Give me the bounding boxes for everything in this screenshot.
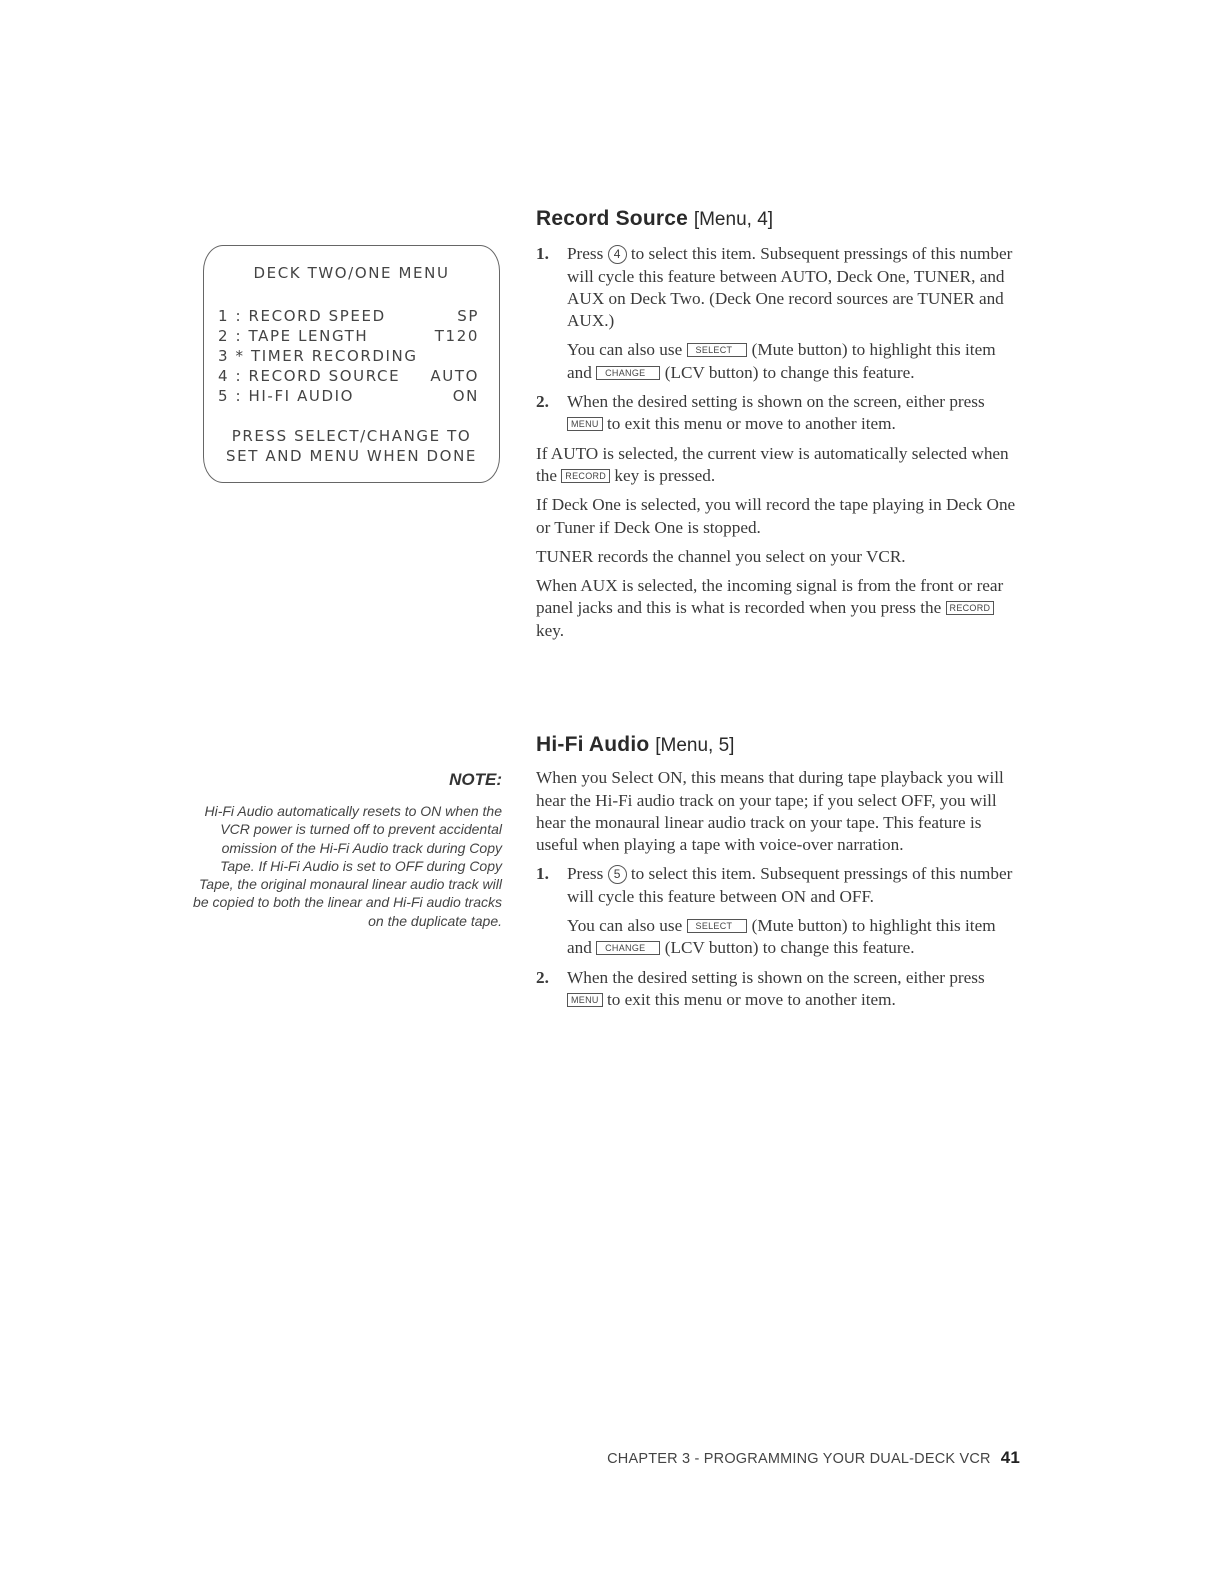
note-label: NOTE:: [449, 770, 502, 789]
chapter-title: CHAPTER 3 - PROGRAMMING YOUR DUAL-DECK VCR: [607, 1451, 991, 1467]
menu-row: [218, 346, 479, 366]
paragraph: [536, 575, 1018, 642]
step-text: When the desired setting is shown on the screen, either press: [567, 392, 985, 412]
menu-footer-line: SET AND MENU WHEN DONE: [226, 447, 477, 465]
menu-row: [218, 366, 479, 386]
menu-row: [218, 326, 479, 346]
step-text: You can also use: [567, 340, 683, 360]
step-number: 1.: [536, 244, 549, 264]
step-text: to exit this menu or move to another item.: [607, 989, 896, 1009]
menu-row-value: ON: [452, 387, 479, 405]
section-title: Hi-Fi Audio: [536, 733, 650, 756]
menu-row-label: 2 : TAPE LENGTH: [218, 327, 369, 345]
menu-row: [218, 306, 479, 326]
menu-key-icon: MENU: [567, 417, 603, 431]
menu-row: [218, 386, 479, 406]
menu-reference: [Menu, 5]: [655, 735, 735, 756]
step-text: (LCV button) to change this feature.: [664, 938, 915, 958]
menu-row-label: 3 * TIMER RECORDING: [218, 347, 418, 365]
step-number: 1.: [536, 864, 549, 884]
number-5-button-icon: 5: [608, 865, 627, 884]
record-key-icon: RECORD: [561, 469, 610, 483]
step-text: to select this item. Subsequent pressings of this number will cycle this feature between ON and OFF.: [567, 864, 1013, 906]
change-key-icon: CHANGE: [596, 366, 660, 380]
paragraph: When you Select ON, this means that during tape playback you will hear the Hi-Fi audio track on your tape; if you select OFF, you will hear the monaural linear audio track on your tape. This feature is useful when playing a tape with voice-over narration.: [536, 768, 1004, 855]
step-number: 2.: [536, 392, 549, 412]
menu-row-value: AUTO: [430, 367, 479, 385]
step-text: Press: [567, 864, 604, 884]
paragraph-text: When AUX is selected, the incoming signal is from the front or rear panel jacks and this is what is recorded when you press the: [536, 576, 1004, 618]
select-key-icon: SELECT: [687, 343, 748, 357]
section-title: Record Source: [536, 207, 688, 230]
step-text: to select this item. Subsequent pressings of this number will cycle this feature between AUTO, Deck One, TUNER, and AUX on Deck Two. (Deck One record sources are TUNER and AUX.): [567, 244, 1013, 331]
step-text: (LCV button) to change this feature.: [664, 362, 915, 382]
menu-row-label: 1 : RECORD SPEED: [218, 307, 386, 325]
step-text: (Mute button) to highlight this item and: [567, 916, 996, 958]
menu-footer: [204, 426, 499, 466]
menu-row-value: SP: [457, 307, 479, 325]
step-2: [536, 391, 1018, 436]
menu-row-label: 5 : HI-FI AUDIO: [218, 387, 355, 405]
paragraph: [536, 443, 1018, 488]
page-footer: [607, 1448, 1020, 1468]
paragraph: If Deck One is selected, you will record the tape playing in Deck One or Tuner if Deck One is stopped.: [536, 495, 1016, 537]
step-text: to exit this menu or move to another item.: [607, 414, 896, 434]
step-text: Press: [567, 244, 604, 264]
menu-row-value: T120: [434, 327, 479, 345]
number-4-button-icon: 4: [608, 245, 627, 264]
paragraph: TUNER records the channel you select on your VCR.: [536, 546, 906, 566]
paragraph-text: key is pressed.: [614, 465, 716, 485]
on-screen-menu-box: [203, 245, 500, 483]
hifi-audio-heading: [536, 734, 1018, 757]
paragraph-text: If AUTO is selected, the current view is automatically selected when the: [536, 443, 1009, 485]
record-source-section: [536, 208, 1018, 642]
page-number: 41: [1000, 1448, 1020, 1467]
menu-reference: [Menu, 4]: [693, 209, 774, 230]
menu-key-icon: MENU: [567, 993, 603, 1007]
step-2: [536, 967, 1018, 1012]
step-text: (Mute button) to highlight this item and: [567, 340, 996, 382]
record-key-icon: RECORD: [946, 601, 995, 615]
menu-footer-line: PRESS SELECT/CHANGE TO: [231, 427, 472, 445]
select-key-icon: SELECT: [687, 919, 748, 933]
paragraph-text: key.: [536, 620, 564, 640]
step-text: You can also use: [567, 916, 683, 936]
step-1: [536, 863, 1018, 959]
step-text: When the desired setting is shown on the screen, either press: [567, 967, 985, 987]
hifi-audio-section: [536, 734, 1018, 1011]
change-key-icon: CHANGE: [596, 941, 660, 955]
record-source-heading: [536, 208, 1018, 231]
note-text: Hi-Fi Audio automatically resets to ON when the VCR power is turned off to prevent accidental omission of the Hi-Fi Audio track during Copy Tape. If Hi-Fi Audio is set to OFF during Copy Tape, the original monaural linear audio track will be copied to both the linear and Hi-Fi audio tracks on the duplicate tape.: [193, 803, 502, 929]
menu-rows: [218, 306, 479, 406]
menu-title: DECK TWO/ONE MENU: [253, 264, 450, 282]
step-number: 2.: [536, 967, 549, 987]
menu-row-label: 4 : RECORD SOURCE: [218, 367, 401, 385]
step-1: [536, 243, 1018, 384]
